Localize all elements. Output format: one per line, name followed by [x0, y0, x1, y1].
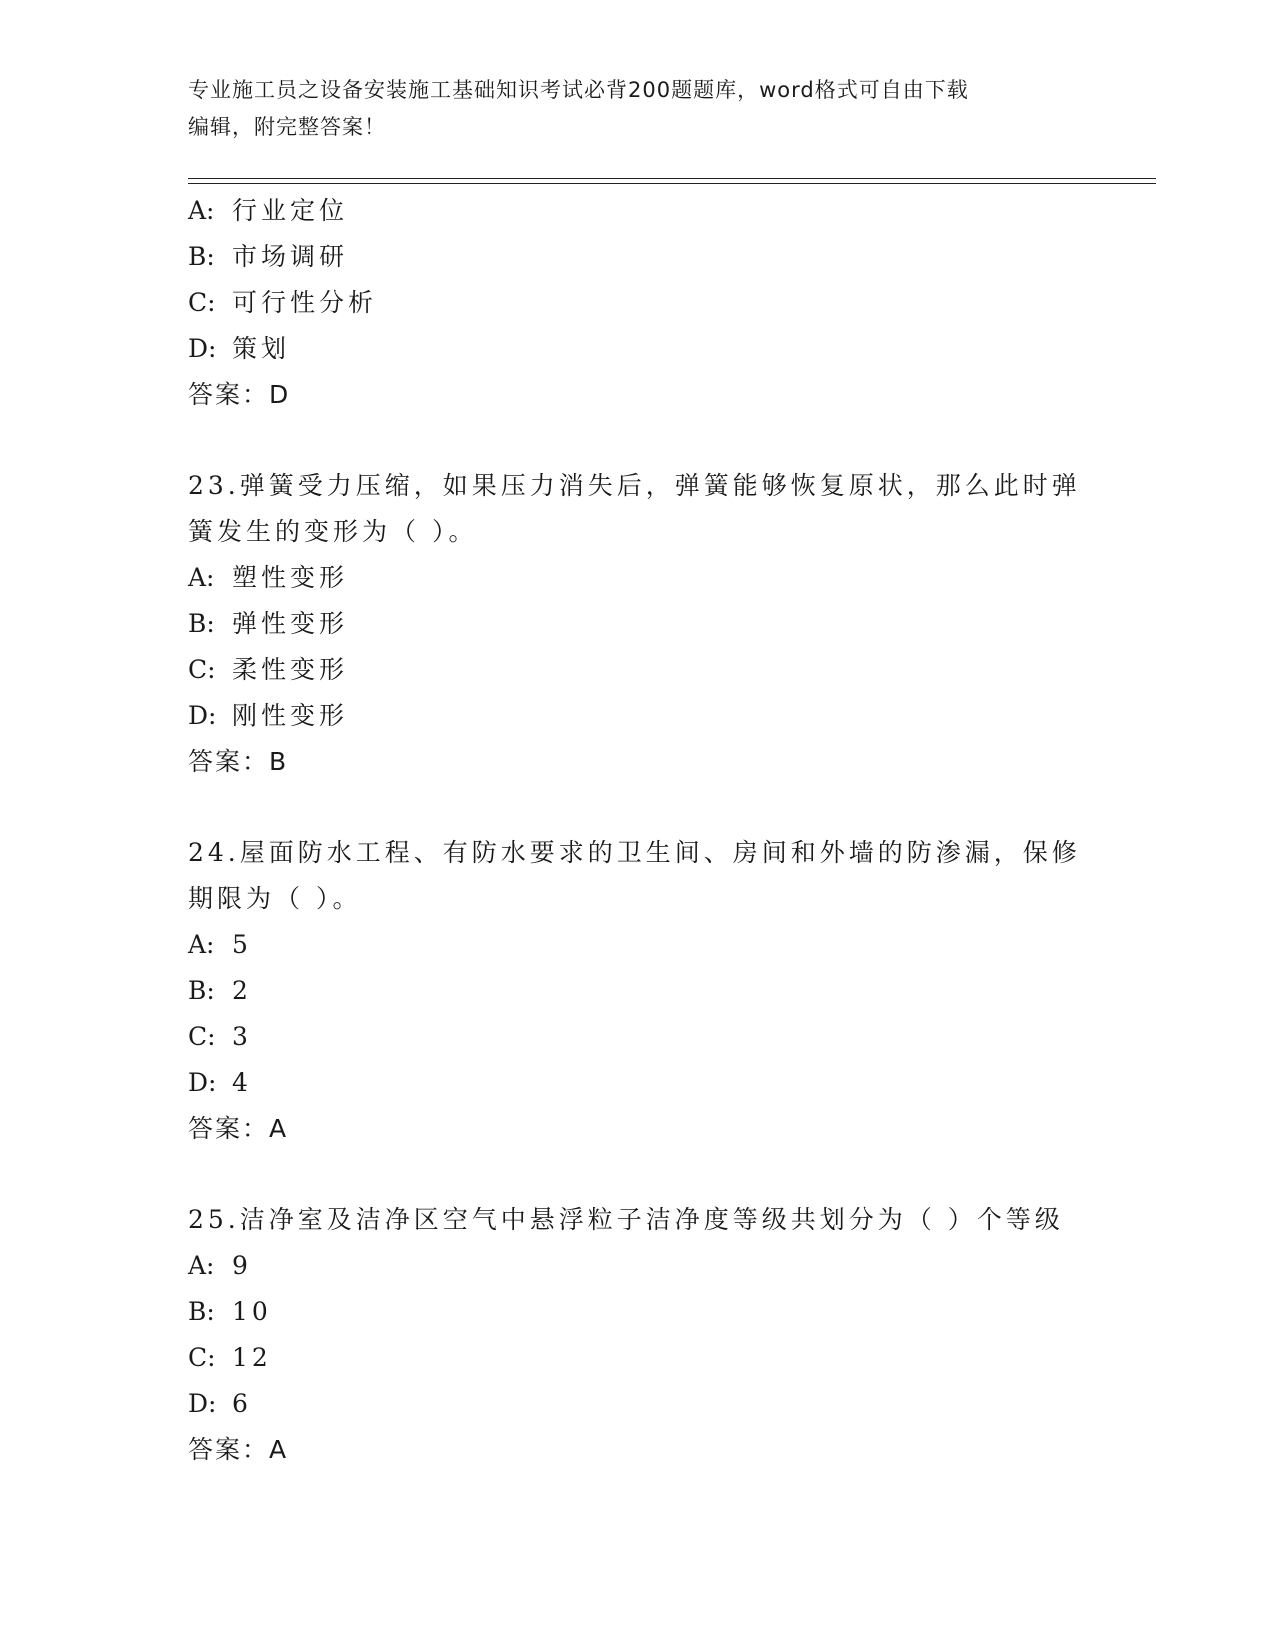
option-letter: A:: [188, 563, 215, 592]
header-title-line-2: 编辑，附完整答案！: [188, 115, 386, 139]
option-text: 10: [232, 1297, 272, 1326]
option-letter: D:: [188, 701, 217, 730]
option-letter: D:: [188, 1068, 217, 1097]
spacer: [188, 1152, 1088, 1197]
answer-line: 答案：D: [188, 380, 291, 409]
option-c: [188, 647, 1088, 693]
answer-line: 答案：A: [188, 1435, 289, 1464]
question-text-line-2: 期限为（ ）。: [188, 884, 362, 913]
option-b: [188, 234, 1088, 280]
option-letter: C:: [188, 1343, 216, 1372]
option-text: 弹性变形: [232, 609, 349, 638]
spacer: [188, 785, 1088, 830]
header-title-line-1: 专业施工员之设备安装施工基础知识考试必背200题题库，word格式可自由下载: [188, 78, 969, 102]
option-d: [188, 1381, 1088, 1427]
option-text: 策划: [232, 334, 291, 363]
question-23: [188, 463, 1088, 785]
option-text: 9: [232, 1251, 252, 1280]
question-text-line-1: 24.屋面防水工程、有防水要求的卫生间、房间和外墙的防渗漏，保修: [188, 838, 1081, 867]
option-text: 可行性分析: [232, 288, 378, 317]
question-text-line-1: 23.弹簧受力压缩，如果压力消失后，弹簧能够恢复原状，那么此时弹: [188, 471, 1081, 500]
option-d: [188, 326, 1088, 372]
option-text: 12: [232, 1343, 272, 1372]
option-letter: A:: [188, 930, 215, 959]
option-b: [188, 1289, 1088, 1335]
option-d: [188, 1060, 1088, 1106]
answer-line: 答案：B: [188, 747, 289, 776]
header-divider-top: [188, 178, 1156, 179]
option-letter: C:: [188, 655, 216, 684]
option-letter: B:: [188, 609, 215, 638]
question-22-continued: [188, 188, 1088, 418]
option-text: 行业定位: [232, 196, 349, 225]
option-letter: B:: [188, 242, 215, 271]
option-text: 市场调研: [232, 242, 349, 271]
option-text: 4: [232, 1068, 252, 1097]
question-25: [188, 1197, 1088, 1473]
option-a: [188, 1243, 1088, 1289]
option-text: 塑性变形: [232, 563, 349, 592]
option-b: [188, 968, 1088, 1014]
question-text-line-2: 簧发生的变形为（ ）。: [188, 517, 478, 546]
option-c: [188, 280, 1088, 326]
option-a: [188, 922, 1088, 968]
option-a: [188, 188, 1088, 234]
option-letter: A:: [188, 1251, 215, 1280]
option-text: 2: [232, 976, 252, 1005]
option-letter: B:: [188, 1297, 215, 1326]
option-letter: D:: [188, 1389, 217, 1418]
option-d: [188, 693, 1088, 739]
option-text: 6: [232, 1389, 252, 1418]
option-a: [188, 555, 1088, 601]
option-b: [188, 601, 1088, 647]
option-letter: D:: [188, 334, 217, 363]
question-content: [188, 188, 1088, 1473]
option-text: 刚性变形: [232, 701, 349, 730]
option-c: [188, 1014, 1088, 1060]
option-letter: C:: [188, 288, 216, 317]
question-text-line-1: 25.洁净室及洁净区空气中悬浮粒子洁净度等级共划分为（ ）个等级: [188, 1205, 1064, 1234]
option-letter: A:: [188, 196, 215, 225]
option-text: 5: [232, 930, 252, 959]
option-text: 柔性变形: [232, 655, 349, 684]
question-24: [188, 830, 1088, 1152]
answer-line: 答案：A: [188, 1114, 289, 1143]
option-c: [188, 1335, 1088, 1381]
header-divider-bottom: [188, 183, 1156, 184]
document-header: [188, 72, 1088, 146]
option-letter: B:: [188, 976, 215, 1005]
option-letter: C:: [188, 1022, 216, 1051]
option-text: 3: [232, 1022, 252, 1051]
spacer: [188, 418, 1088, 463]
